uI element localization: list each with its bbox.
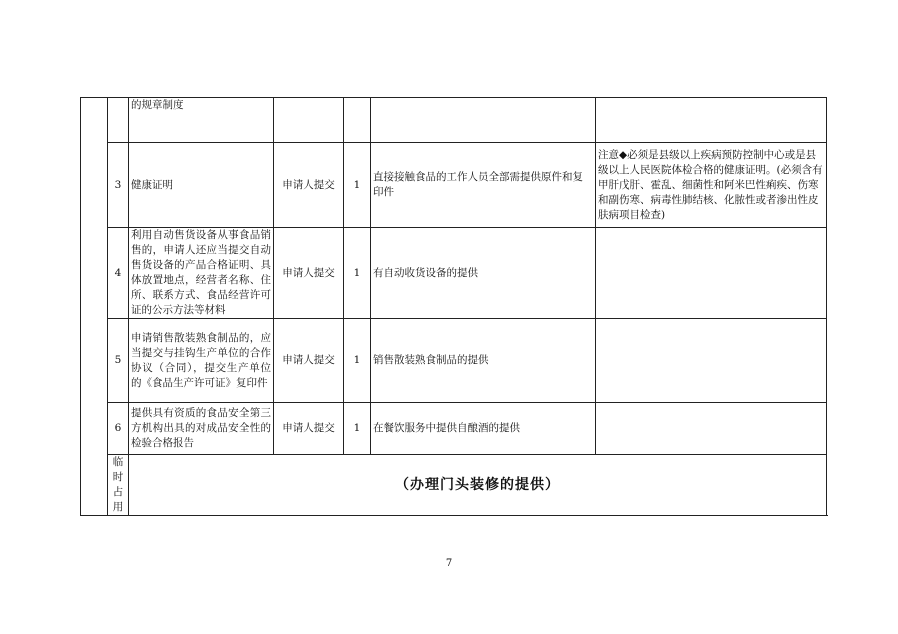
- material-name-cell: 健康证明: [129, 143, 274, 228]
- condition-cell: 销售散装熟食制品的提供: [371, 319, 596, 403]
- copies-cell: 1: [344, 143, 371, 228]
- table-row: [81, 228, 827, 319]
- table-row: [81, 143, 827, 228]
- temporary-occupation-content: （办理门头装修的提供）: [129, 455, 827, 516]
- submitter-cell: 申请人提交: [274, 143, 344, 228]
- table-row: [81, 319, 827, 403]
- page-number: 7: [445, 558, 453, 569]
- material-name-cell: 的规章制度: [129, 98, 274, 143]
- temporary-occupation-label: [108, 455, 129, 516]
- side-category-cell: [81, 98, 108, 516]
- table-row: [81, 403, 827, 455]
- temporary-label-line1: 临时: [112, 456, 124, 483]
- material-name-cell: 申请销售散装熟食制品的，应当提交与挂钩生产单位的合作协议（合同），提交生产单位的《食品生产许可证》复印件: [129, 319, 274, 403]
- condition-cell: 直接接触食品的工作人员全部需提供原件和复印件: [371, 143, 596, 228]
- material-name-cell: 提供具有资质的食品安全第三方机构出具的对成品安全性的检验合格报告: [129, 403, 274, 455]
- materials-table: [80, 97, 827, 516]
- note-cell: [596, 98, 827, 143]
- copies-cell: 1: [344, 228, 371, 319]
- row-number-cell: 4: [108, 228, 129, 319]
- temporary-occupation-row: [81, 455, 827, 516]
- note-cell: [596, 319, 827, 403]
- copies-cell: 1: [344, 403, 371, 455]
- row-number-cell: 5: [108, 319, 129, 403]
- submitter-cell: [274, 98, 344, 143]
- material-name-cell: 利用自动售货设备从事食品销售的，申请人还应当提交自动售货设备的产品合格证明、具体放置地点，经营者名称、住所、联系方式、食品经营许可证的公示方法等材料: [129, 228, 274, 319]
- submitter-cell: 申请人提交: [274, 319, 344, 403]
- table-row: [81, 98, 827, 143]
- row-number-cell: 6: [108, 403, 129, 455]
- note-cell: [596, 403, 827, 455]
- note-cell: 注意◆必须是县级以上疾病预防控制中心或是县级以上人民医院体检合格的健康证明。(必须含有甲肝戊肝、霍乱、细菌性和阿米巴性痢疾、伤寒和副伤寒、病毒性肺结核、化脓性或者渗出性皮肤病项目检查): [596, 143, 827, 228]
- condition-cell: 有自动收货设备的提供: [371, 228, 596, 319]
- note-cell: [596, 228, 827, 319]
- row-number-cell: [108, 98, 129, 143]
- submitter-cell: 申请人提交: [274, 228, 344, 319]
- submitter-cell: 申请人提交: [274, 403, 344, 455]
- temporary-label-line2: 占用: [112, 486, 124, 513]
- condition-cell: [371, 98, 596, 143]
- copies-cell: [344, 98, 371, 143]
- row-number-cell: 3: [108, 143, 129, 228]
- copies-cell: 1: [344, 319, 371, 403]
- condition-cell: 在餐饮服务中提供自酿酒的提供: [371, 403, 596, 455]
